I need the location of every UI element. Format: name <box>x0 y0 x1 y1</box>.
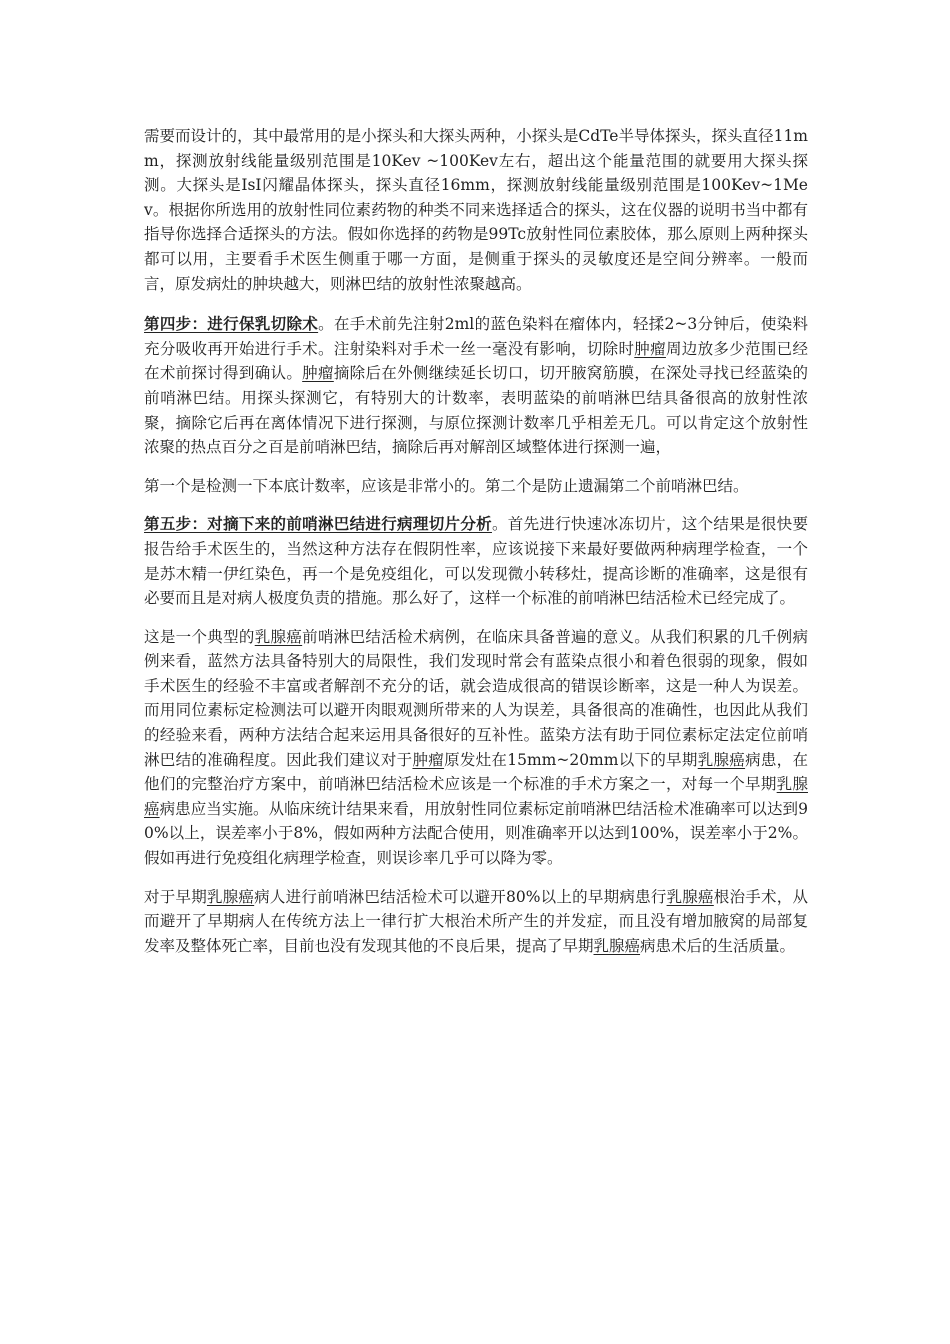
paragraph-text: 病患应当实施。从临床统计结果来看，用放射性同位素标定前哨淋巴结活检术准确率可以达到90%以上，误差率小于8%，假如两种方法配合使用，则准确率开以达到100%，误差率小于2%。假如再进行免疫组化病理学检查，则误诊率几乎可以降为零。 <box>144 799 808 868</box>
keyword-link[interactable]: 乳腺癌 <box>254 627 303 646</box>
keyword-link[interactable]: 乳腺癌 <box>697 750 746 769</box>
paragraph <box>144 625 808 871</box>
keyword-link[interactable]: 乳腺癌 <box>144 775 808 818</box>
paragraph-text: 。在手术前先注射2ml的蓝色染料在瘤体内，轻揉2~3分钟后，使染料充分吸收再开始进行手术。注射染料对手术一丝一毫没有影响，切除时 <box>144 315 808 358</box>
paragraph-text: 周边放多少范围已经在术前探讨得到确认。 <box>144 339 808 383</box>
paragraph-text: 病患，在他们的完整治疗方案中，前哨淋巴结活检术应该是一个标准的手术方案之一，对每一个早期 <box>144 750 808 794</box>
keyword-link[interactable]: 肿瘤 <box>302 364 334 383</box>
paragraph-text: 对于早期 <box>144 887 207 906</box>
paragraph-text: 这是一个典型的 <box>144 627 255 646</box>
step-heading: 第四步：进行保乳切除术 <box>144 314 319 334</box>
paragraph <box>144 885 808 959</box>
paragraph <box>144 312 808 460</box>
paragraph <box>144 474 808 499</box>
paragraph-text: 摘除后在外侧继续延长切口，切开腋窝筋膜，在深处寻找已经蓝染的前哨淋巴结。用探头探测它，有特别大的计数率，表明蓝染的前哨淋巴结具备很高的放射性浓聚，摘除它后再在离体情况下进行探测，与原位探测计数率几乎相差无几。可以肯定这个放射性浓聚的热点百分之百是前哨淋巴结，摘除后再对解剖区域整体进行探测一遍， <box>144 364 808 457</box>
paragraph-text: 前哨淋巴结活检术病例，在临床具备普遍的意义。从我们积累的几千例病例来看，蓝然方法具备特别大的局限性，我们发现时常会有蓝染点很小和着色很弱的现象，假如手术医生的经验不丰富或者解剖不充分的话，就会造成很高的错误诊断率，这是一种人为误差。而用同位素标定检测法可以避开肉眼观测所带来的人为误差，具备很高的准确性，也因此从我们的经验来看，两种方法结合起来运用具备很好的互补性。蓝染方法有助于同位素标定法定位前哨淋巴结的准确程度。因此我们建议对于 <box>144 627 808 769</box>
document-page <box>144 124 808 972</box>
keyword-link[interactable]: 乳腺癌 <box>593 936 641 955</box>
keyword-link[interactable]: 乳腺癌 <box>206 887 255 906</box>
paragraph-text: 。首先进行快速冰冻切片，这个结果是很快要报告给手术医生的，当然这种方法存在假阴性率，应该说接下来最好要做两种病理学检查，一个是苏木精一伊红染色，再一个是免疫组化，可以发现微小转移灶，提高诊断的准确率，这是很有必要而且是对病人极度负责的措施。那么好了，这样一个标准的前哨淋巴结活检术已经完成了。 <box>144 515 808 608</box>
keyword-link[interactable]: 肿瘤 <box>634 339 666 358</box>
paragraph-text: 病患术后的生活质量。 <box>640 936 796 955</box>
paragraph <box>144 124 808 296</box>
paragraph-text: 原发灶在15mm~20mm以下的早期 <box>444 750 698 769</box>
keyword-link[interactable]: 乳腺癌 <box>666 887 714 906</box>
paragraph-text: 病人进行前哨淋巴结活检术可以避开80%以上的早期病患行 <box>254 887 667 906</box>
keyword-link[interactable]: 肿瘤 <box>412 750 445 769</box>
paragraph-text: 需要而设计的，其中最常用的是小探头和大探头两种，小探头是CdTe半导体探头，探头直径11mm，探测放射线能量级别范围是10Kev ~100Kev左右，超出这个能量范围的就要用大探头探测。大探头是IsI闪耀晶体探头，探头直径16mm，探测放射线能量级别范围是100Kev~1Mev。根据你所选用的放射性同位素药物的种类不同来选择适合的探头，这在仪器的说明书当中都有指导你选择合适探头的方法。假如你选择的药物是99Tc放射性同位素胶体，那么原则上两种探头都可以用，主要看手术医生侧重于哪一方面，是侧重于探头的灵敏度还是空间分辨率。一般而言，原发病灶的肿块越大，则淋巴结的放射性浓聚越高。 <box>144 127 808 293</box>
paragraph-text: 根治手术，从而避开了早期病人在传统方法上一律行扩大根治术所产生的并发症，而且没有增加腋窝的局部复发率及整体死亡率，目前也没有发现其他的不良后果，提高了早期 <box>144 887 808 955</box>
step-heading: 第五步：对摘下来的前哨淋巴结进行病理切片分析 <box>144 514 492 534</box>
paragraph <box>144 512 808 610</box>
paragraph-text: 第一个是检测一下本底计数率，应该是非常小的。第二个是防止遗漏第二个前哨淋巴结。 <box>144 476 749 495</box>
